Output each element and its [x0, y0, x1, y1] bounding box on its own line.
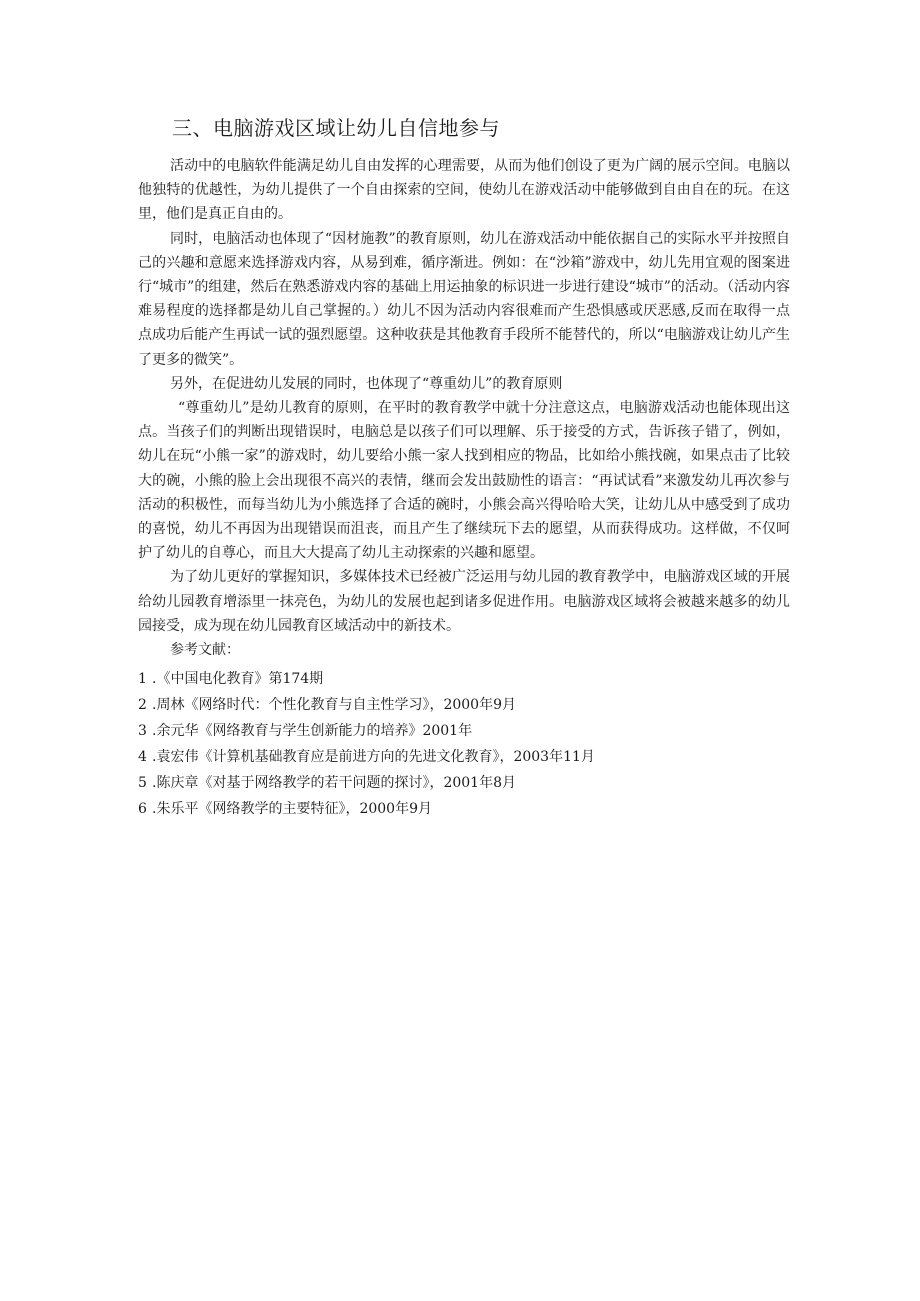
section-heading: 三、电脑游戏区域让幼儿自信地参与: [172, 116, 500, 140]
reference-item: [138, 744, 790, 770]
reference-text: .朱乐平《网络教学的主要特征》，2000年9月: [152, 801, 432, 818]
reference-item: [138, 692, 790, 718]
reference-text: .袁宏伟《计算机基础教育应是前进方向的先进文化教育》，2003年11月: [152, 749, 595, 766]
paragraph-4: “尊重幼儿”是幼儿教育的原则，在平时的教育教学中就十分注意这点，电脑游戏活动也能体现出这点。当孩子们的判断出现错误时，电脑总是以孩子们可以理解、乐于接受的方式，告诉孩子错了，例如，幼儿在玩“小熊一家”的游戏时，幼儿要给小熊一家人找到相应的物品，比如给小熊找碗，如果点击了比较大的碗，小熊的脸上会出现很不高兴的表情，继而会发出鼓励性的语言：“再试试看”来激发幼儿再次参与活动的积极性，而每当幼儿为小熊选择了合适的碗时，小熊会高兴得哈哈大笑，让幼儿从中感受到了成功的喜悦，幼儿不再因为出现错误而沮丧，而且产生了继续玩下去的愿望，从而获得成功。这样做，不仅呵护了幼儿的自尊心，而且大大提高了幼儿主动探索的兴趣和愿望。: [138, 400, 790, 562]
paragraph-2: 同时，电脑活动也体现了“因材施教”的教育原则，幼儿在游戏活动中能依据自己的实际水平并按照自己的兴趣和意愿来选择游戏内容，从易到难，循序渐进。例如：在“沙箱”游戏中，幼儿先用宜观的图案进行“城市”的组建，然后在熟悉游戏内容的基础上用运抽象的标识进一步进行建设“城市”的活动。（活动内容难易程度的选择都是幼儿自己掌握的。）幼儿不因为活动内容很难而产生恐惧感或厌恶感,反而在取得一点点成功后能产生再试一试的强烈愿望。这种收获是其他教育手段所不能替代的，所以“电脑游戏让幼儿产生了更多的微笑”。: [138, 230, 790, 368]
references-label: 参考文献：: [170, 642, 240, 659]
reference-item: [138, 770, 790, 796]
reference-number: 2: [138, 697, 147, 714]
references-list: [138, 666, 790, 822]
paragraph-5: 为了幼儿更好的掌握知识，多媒体技术已经被广泛运用与幼儿园的教育教学中，电脑游戏区域的开展给幼儿园教育增添里一抹亮色，为幼儿的发展也起到诸多促进作用。电脑游戏区域将会被越来越多的幼儿园接受，成为现在幼儿园教育区域活动中的新技术。: [138, 569, 790, 634]
reference-item: [138, 718, 790, 744]
document-page: [138, 112, 790, 822]
reference-text: .周林《网络时代：个性化教育与自主性学习》，2000年9月: [152, 697, 516, 714]
reference-number: 1: [138, 671, 147, 688]
reference-number: 3: [138, 723, 147, 740]
paragraph-1: 活动中的电脑软件能满足幼儿自由发挥的心理需要，从而为他们创设了更为广阔的展示空间。电脑以他独特的优越性，为幼儿提供了一个自由探索的空间，使幼儿在游戏活动中能够做到自由自在的玩。在这里，他们是真正自由的。: [138, 158, 790, 223]
reference-text: .陈庆章《对基于网络教学的若干问题的探讨》，2001年8月: [152, 775, 516, 792]
reference-text: .《中国电化教育》第174期: [152, 671, 324, 688]
reference-item: [138, 666, 790, 692]
reference-number: 6: [138, 801, 147, 818]
paragraph-3: 另外，在促进幼儿发展的同时，也体现了“尊重幼儿”的教育原则: [170, 375, 563, 392]
reference-number: 5: [138, 775, 147, 792]
reference-item: [138, 796, 790, 822]
reference-number: 4: [138, 749, 147, 766]
reference-text: .余元华《网络教育与学生创新能力的培养》2001年: [152, 723, 473, 740]
